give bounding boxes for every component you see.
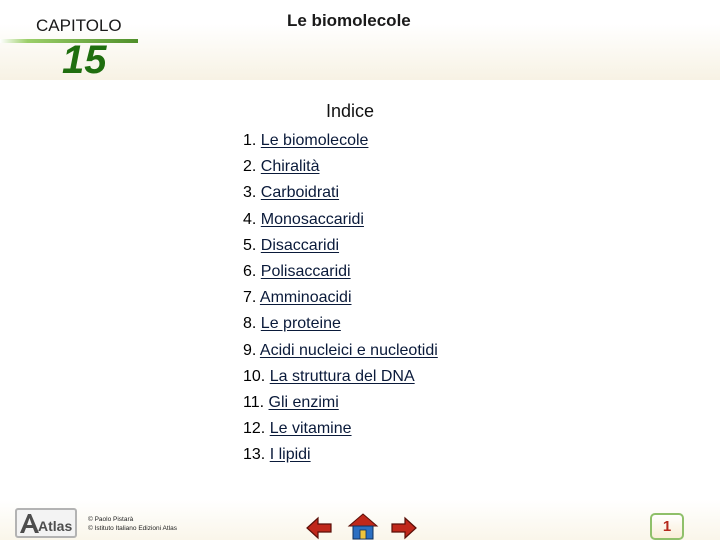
- toc-item-number: 11.: [243, 393, 265, 411]
- toc-item-number: 2.: [243, 158, 257, 176]
- toc-item-number: 9.: [243, 341, 257, 359]
- toc-item-number: 5.: [243, 236, 257, 254]
- toc-item-number: 10.: [243, 367, 266, 385]
- copyright-line-author: © Paolo Pistarà: [88, 516, 134, 523]
- toc-link-gli-enzimi[interactable]: Gli enzimi: [268, 393, 339, 411]
- toc-link-struttura-dna[interactable]: La struttura del DNA: [269, 367, 415, 385]
- atlas-logo: [15, 508, 77, 538]
- toc-link-le-biomolecole[interactable]: Le biomolecole: [260, 132, 369, 149]
- toc-item: [243, 207, 438, 233]
- toc-link-polisaccaridi[interactable]: Polisaccaridi: [260, 262, 351, 280]
- toc-link-chiralita[interactable]: Chiralità: [260, 158, 320, 176]
- atlas-logo-mark: [18, 511, 74, 535]
- home-icon: [347, 512, 379, 541]
- home-button[interactable]: [347, 512, 379, 541]
- logo-text: Atlas: [38, 518, 73, 534]
- toc-item-number: 1.: [243, 132, 257, 149]
- toc-item: [243, 154, 438, 180]
- toc-link-le-proteine[interactable]: Le proteine: [260, 315, 341, 333]
- toc-link-le-vitamine[interactable]: Le vitamine: [269, 420, 352, 438]
- toc-link-disaccaridi[interactable]: Disaccaridi: [260, 236, 340, 254]
- page-title: Le biomolecole: [287, 11, 411, 30]
- toc-item: [243, 128, 438, 154]
- arrow-left-icon: [305, 515, 333, 541]
- toc-item-number: 8.: [243, 315, 257, 333]
- toc-item: [243, 390, 438, 416]
- page-number: 1: [662, 518, 672, 535]
- toc-item: [243, 285, 438, 311]
- chapter-label: CAPITOLO: [36, 16, 122, 35]
- toc-item-number: 3.: [243, 184, 257, 202]
- toc-link-acidi-nucleici[interactable]: Acidi nucleici e nucleotidi: [259, 341, 438, 359]
- index-heading: Indice: [326, 101, 375, 121]
- prev-slide-button[interactable]: [305, 515, 333, 541]
- toc-item: [243, 416, 438, 442]
- arrow-right-icon: [390, 515, 418, 541]
- copyright-notice: [88, 515, 177, 533]
- toc-item-number: 6.: [243, 262, 257, 280]
- chapter-number: 15: [62, 38, 107, 82]
- table-of-contents: [243, 128, 438, 468]
- toc-item-number: 4.: [243, 210, 257, 228]
- toc-link-i-lipidi[interactable]: I lipidi: [269, 446, 311, 464]
- toc-item-number: 13.: [243, 446, 266, 464]
- toc-item: [243, 233, 438, 259]
- toc-link-carboidrati[interactable]: Carboidrati: [260, 184, 340, 202]
- toc-item-number: 12.: [243, 420, 266, 438]
- toc-item-number: 7.: [243, 289, 257, 307]
- page-number-badge: [650, 513, 684, 540]
- toc-item: [243, 311, 438, 337]
- toc-item: [243, 338, 438, 364]
- toc-item: [243, 180, 438, 206]
- toc-item: [243, 442, 438, 468]
- copyright-line-publisher: © Istituto Italiano Edizioni Atlas: [88, 525, 177, 532]
- toc-link-amminoacidi[interactable]: Amminoacidi: [259, 289, 352, 307]
- toc-link-monosaccaridi[interactable]: Monosaccaridi: [260, 210, 364, 228]
- toc-item: [243, 259, 438, 285]
- toc-item: [243, 364, 438, 390]
- next-slide-button[interactable]: [390, 515, 418, 541]
